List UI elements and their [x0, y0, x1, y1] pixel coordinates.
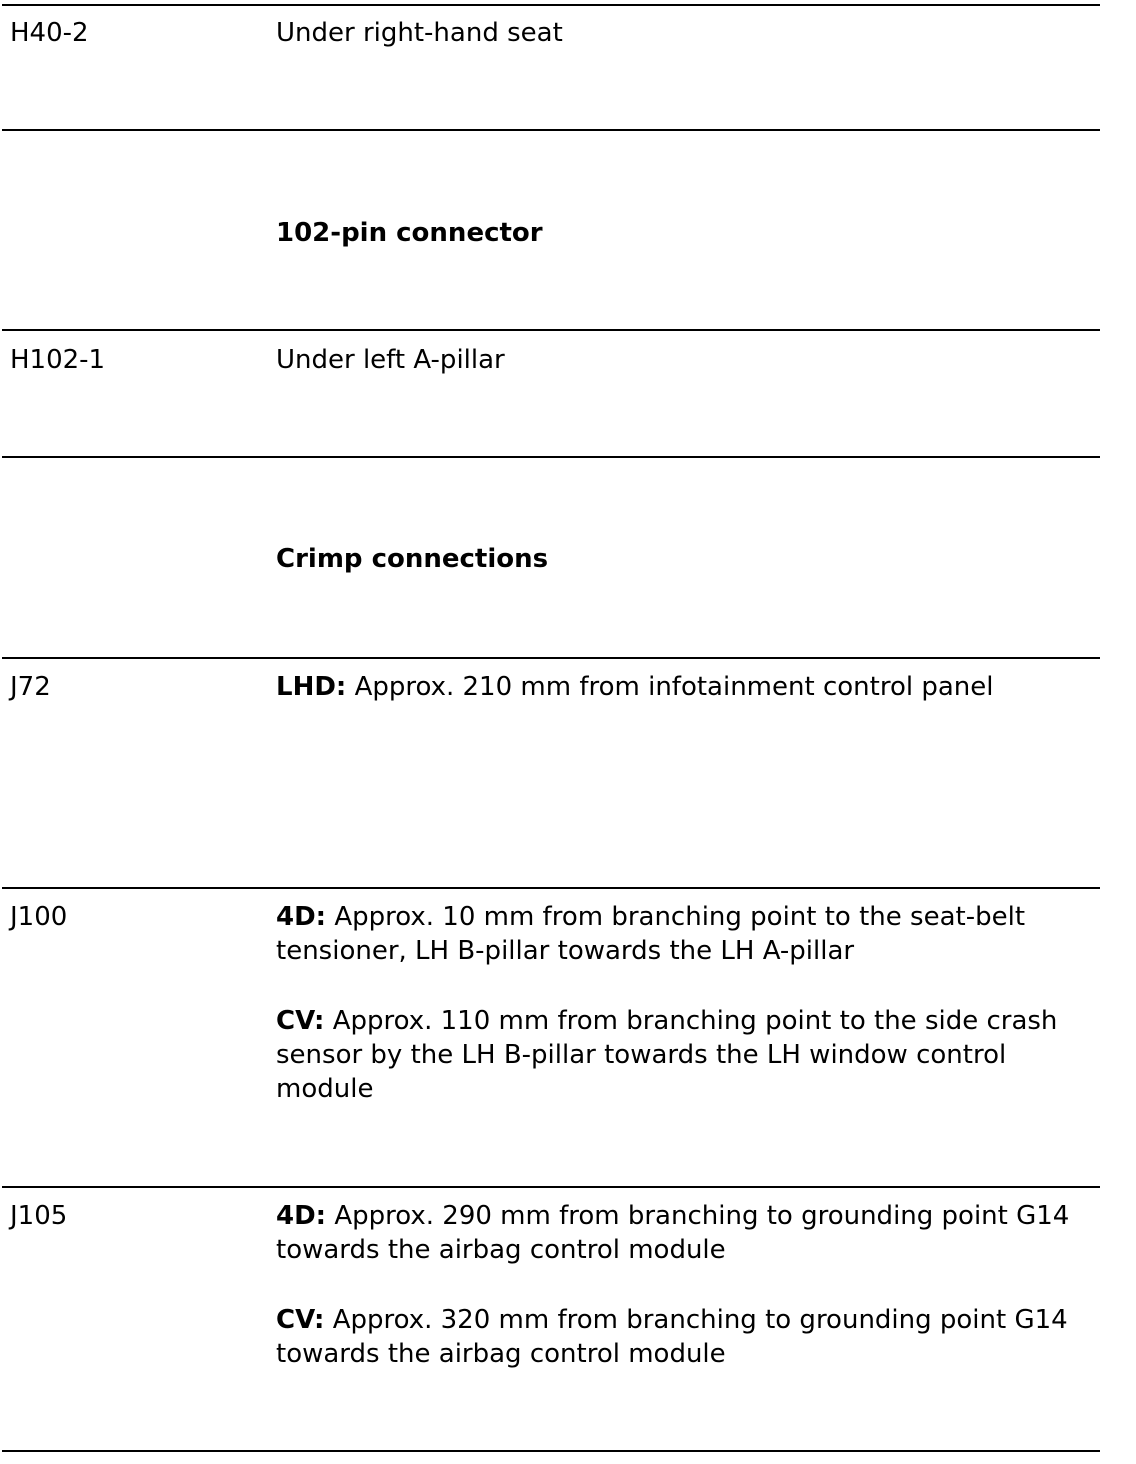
location-text: Approx. 320 mm from branching to grounding point G14 towards the airbag control module — [276, 1305, 1068, 1369]
connector-code: H40-2 — [10, 18, 89, 48]
table-divider — [2, 456, 1100, 458]
location-paragraph — [276, 900, 1096, 968]
location-text: Approx. 210 mm from infotainment control panel — [354, 672, 994, 702]
table-divider — [2, 1186, 1100, 1188]
section-heading: Crimp connections — [276, 544, 549, 574]
connector-code: J105 — [10, 1201, 68, 1231]
table-divider — [2, 4, 1100, 6]
connector-code: H102-1 — [10, 345, 106, 375]
table-divider — [2, 329, 1100, 331]
variant-label: 4D: — [276, 1201, 327, 1231]
variant-label: CV: — [276, 1305, 325, 1335]
table-divider — [2, 887, 1100, 889]
variant-label: 4D: — [276, 902, 327, 932]
location-text: Approx. 110 mm from branching point to the side crash sensor by the LH B-pillar towards the LH window control module — [276, 1006, 1058, 1104]
location-paragraph — [276, 1199, 1096, 1267]
section-heading: 102-pin connector — [276, 218, 543, 248]
variant-label: LHD: — [276, 672, 347, 702]
location-text: Approx. 10 mm from branching point to the seat-belt tensioner, LH B-pillar towards the LH A-pillar — [276, 902, 1026, 966]
table-divider — [2, 1450, 1100, 1452]
location-entry — [276, 1199, 1096, 1371]
connector-code: J100 — [10, 902, 68, 932]
location-entry — [276, 900, 1096, 1106]
location-entry — [276, 670, 1096, 704]
location-text: Under right-hand seat — [276, 18, 563, 48]
connector-code: J72 — [10, 672, 51, 702]
location-text: Under left A-pillar — [276, 345, 505, 375]
location-text: Approx. 290 mm from branching to grounding point G14 towards the airbag control module — [276, 1201, 1070, 1265]
table-divider — [2, 657, 1100, 659]
location-paragraph — [276, 1303, 1096, 1371]
variant-label: CV: — [276, 1006, 325, 1036]
table-divider — [2, 129, 1100, 131]
location-paragraph — [276, 1004, 1096, 1106]
